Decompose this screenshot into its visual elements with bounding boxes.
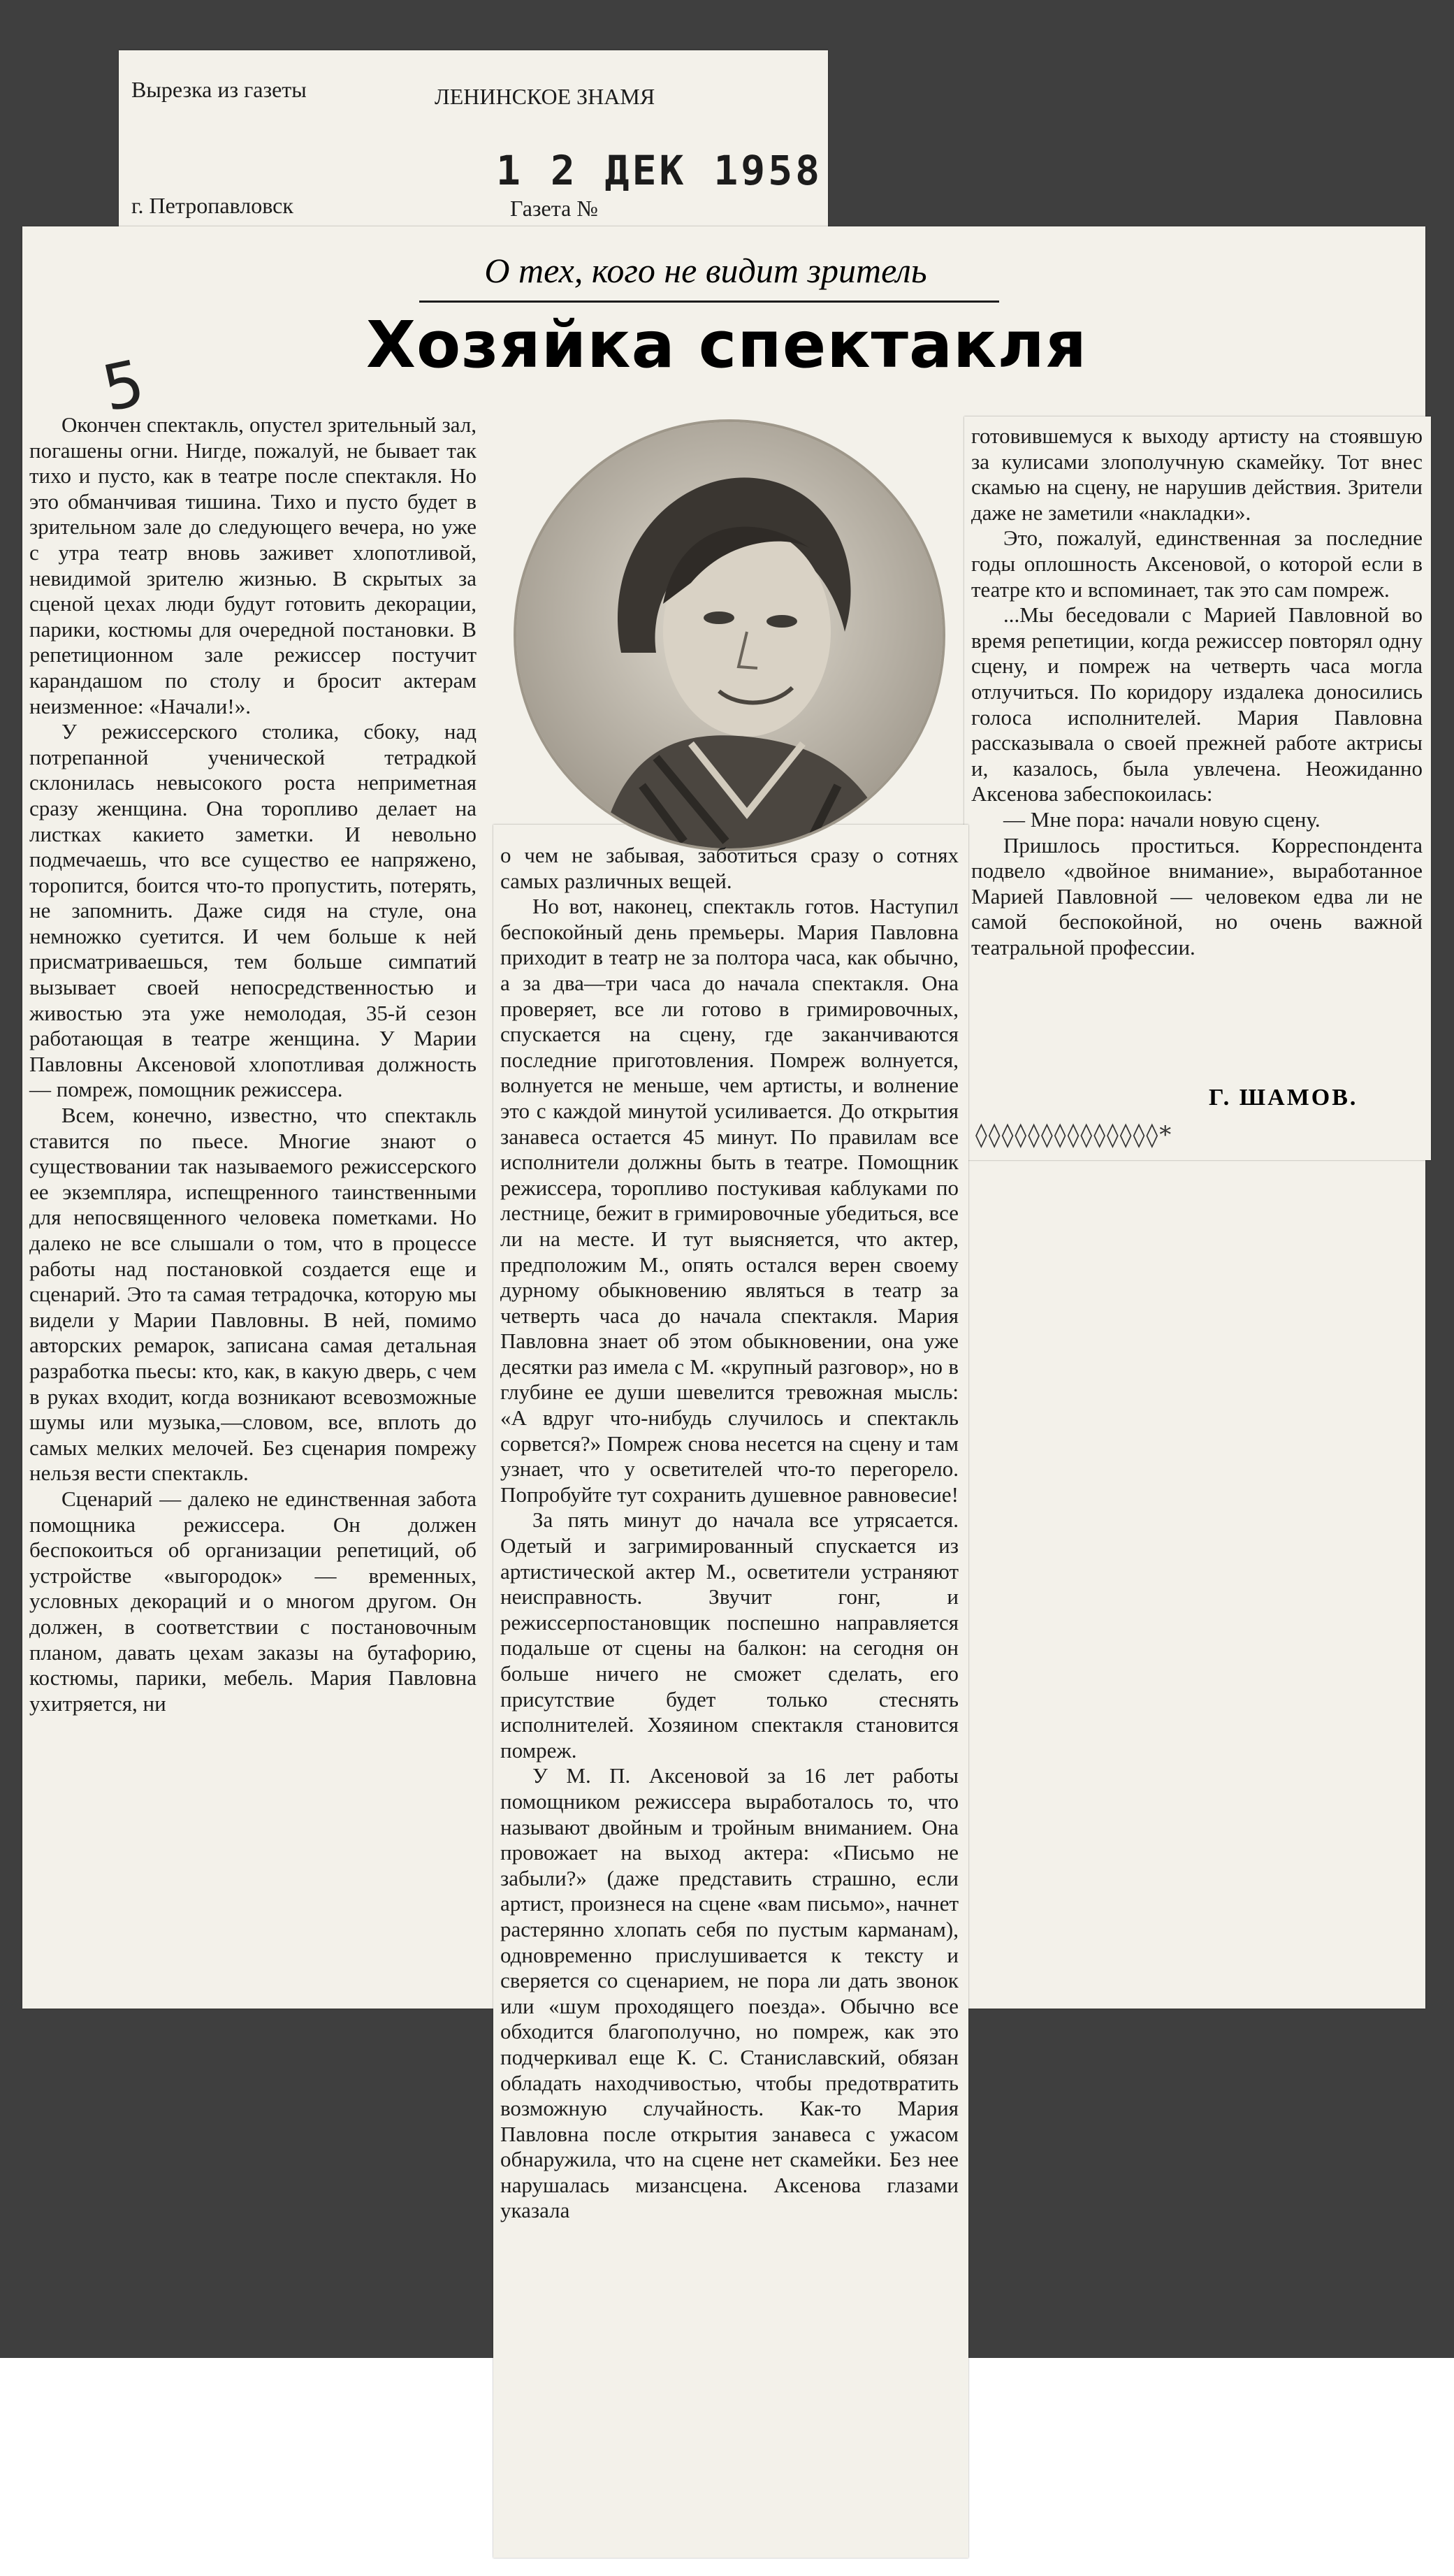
paragraph: ...Мы беседовали с Марией Павловной во время репетиции, когда режиссер повторял одну сцену, и помреж на четверть часа могла отлучиться. По коридору издалека доносились голоса исполнителей. Мария Павловна рассказывала о своей прежней работе актрисы и, казалось, была увлечена. Неожиданно Аксенова забеспокоилась: xyxy=(971,602,1423,806)
date-stamp: 1 2 ДЕК 1958 xyxy=(496,147,823,194)
article-column-left xyxy=(29,412,477,1716)
paragraph: Сценарий — далеко не единственная забота помощника режиссера. Он должен беспокоиться об организации репетиций, об устройстве «выгородок» — временных, условных декораций и о многом другом. Он должен, в соответствии с постановочным планом, давать цехам заказы на бутафорию, костюмы, парики, мебель. Мария Павловна ухитряется, ни xyxy=(29,1486,477,1716)
clipping-label xyxy=(119,50,828,229)
paragraph: — Мне пора: начали новую сцену. xyxy=(1003,806,1321,832)
paragraph: У М. П. Аксеновой за 16 лет работы помощником режиссера выработалось то, что называют двойным и тройным вниманием. Она провожает на выход актера: «Письмо не забыли?» (даже представить страшно, если артист, произнеся на сцене «вам письмо», начнет растерянно хлопать себя по пустым карманам), одновременно прислушивается к тексту и сверяется со сценарием, не пора ли дать звонок или «шум проходящего поезда». Обычно все обходится благополучно, но помреж, как это подчеркивал еще К. С. Станиславский, обязан обладать находчивостью, чтобы предотвратить возможную случайность. Как-то Мария Павловна после открытия занавеса с ужасом обнаружила, что на сцене нет скамейки. Без нее нарушалась мизансцена. Аксенова глазами указала xyxy=(500,1763,959,2223)
issue-field: Газета № xyxy=(510,196,598,221)
article-headline: Хозяйка спектакля xyxy=(366,307,1087,382)
article-column-right xyxy=(971,424,1423,960)
paragraph: о чем не забывая, заботиться сразу о сотнях самых различных вещей. xyxy=(500,843,959,893)
paragraph: готовившемуся к выходу артисту на стоявшую за кулисами злополучную скамейку. Тот внес скамью на сцену, не нарушив действия. Зрители даже не заметили «накладки». xyxy=(971,424,1423,525)
city-field: г. Петропавловск xyxy=(131,193,293,218)
closing-ornament: ◊◊◊◊◊◊◊◊◊◊◊◊◊◊* xyxy=(975,1121,1173,1149)
paragraph: Но вот, наконец, спектакль готов. Наступил беспокойный день премьеры. Мария Павловна приходит в театр не за полтора часа, как обычно, а за два—три часа до начала спектакля. Она проверяет, все ли готово в гримировочных, спускается на сцену, где заканчиваются последние приготовления. Помреж волнуется, волнуется не меньше, чем артисты, и волнение это с каждой минутой усиливается. До открытия занавеса остается 45 минут. По правилам все исполнители должны быть в театре. Помощник режиссера, торопливо постукивая каблуками по лестнице, бежит в гримировочные убедиться, все ли на месте. И тут выясняется, что актер, предположим М., опять остался верен своему дурному обыкновению являться в театр за четверть часа до начала спектакля. Мария Павловна знает об этом обыкновении, она уже десятки раз имела с М. «крупный разговор», но в глубине ее души шевелится тревожная мысль: «А вдруг что-нибудь случилось и спектакль сорвется?» Помреж снова несется на сцену и там узнает, что у осветителей что-то перегорело. Попробуйте тут сохранить душевное равновесие! xyxy=(500,894,959,1507)
paragraph: У режиссерского столика, сбоку, над потрепанной ученической тетрадкой склонилась невысокого роста неприметная сразу женщина. Она торопливо делает на листках какието заметки. И невольно подмечаешь, что все существо ее напряжено, торопится, боится что-то пропустить, потерять, не запомнить. Даже сидя на стуле, она немножко суетится. И чем больше к ней присматриваешься, тем больше симпатий вызывает своей непосредственностью и живостью эта уже немолодая, 35-й сезон работающая в театре женщина. У Марии Павловны Аксеновой хлопотливая должность — помреж, помощник режиссера. xyxy=(29,719,477,1102)
handwritten-mark: 5 xyxy=(96,346,151,426)
clipping-prefix: Вырезка из газеты xyxy=(131,77,307,102)
newspaper-name: ЛЕНИНСКОЕ ЗНАМЯ xyxy=(435,84,655,109)
kicker-divider xyxy=(419,301,999,303)
author-signature: Г. ШАМОВ. xyxy=(1209,1085,1358,1110)
article-kicker: О тех, кого не видит зритель xyxy=(484,251,927,290)
portrait-photo xyxy=(514,419,945,851)
paragraph: Пришлось проститься. Корреспондента подвело «двойное внимание», выработанное Марией Павловной — человеком едва ли не самой беспокойной, но очень важной театральной профессии. xyxy=(971,832,1423,960)
paragraph: Это, пожалуй, единственная за последние годы оплошность Аксеновой, о которой если в театре кто и вспоминает, так это сам помреж. xyxy=(971,526,1423,602)
portrait-illustration xyxy=(516,422,943,848)
paragraph: Окончен спектакль, опустел зрительный зал, погашены огни. Нигде, пожалуй, не бывает так тихо и пусто, как в театре после спектакля. Но это обманчивая тишина. Тихо и пусто будет в зрительном зале до следующего вечера, но уже с утра театр вновь заживет хлопотливой, невидимой зрителю жизнью. В скрытых за сценой цехах люди будут готовить декорации, парики, костюмы для очередной постановки. В репетиционном зале режиссер постучит карандашом по столу и бросит актерам неизменное: «Начали!». xyxy=(29,412,477,718)
paragraph: Всем, конечно, известно, что спектакль ставится по пьесе. Многие знают о существовании так называемого режиссерского ее экземпляра, испещренного таинственными для непосвященного человека пометками. Но далеко не все слышали о том, что в процессе работы над постановкой создается еще и сценарий. Это та самая тетрадочка, которую мы видели у Марии Павловны. В ней, помимо авторских ремарок, записана самая детальная разработка пьесы: кто, как, в какую дверь, с чем в руках входит, когда возникают всевозможные шумы или музыка,—словом, все, вплоть до самых мелких мелочей. Без сценария помрежу нельзя вести спектакль. xyxy=(29,1103,477,1486)
paragraph: За пять минут до начала все утрясается. Одетый и загримированный спускается из артистической актер М., осветители устраняют неисправность. Звучит гонг, и режиссерпостановщик поспешно направляется подальше от сцены на балкон: на сегодня он больше ничего не сможет сделать, его присутствие будет только стеснять исполнителей. Хозяином спектакля становится помреж. xyxy=(500,1507,959,1763)
article-column-center xyxy=(500,843,959,2224)
